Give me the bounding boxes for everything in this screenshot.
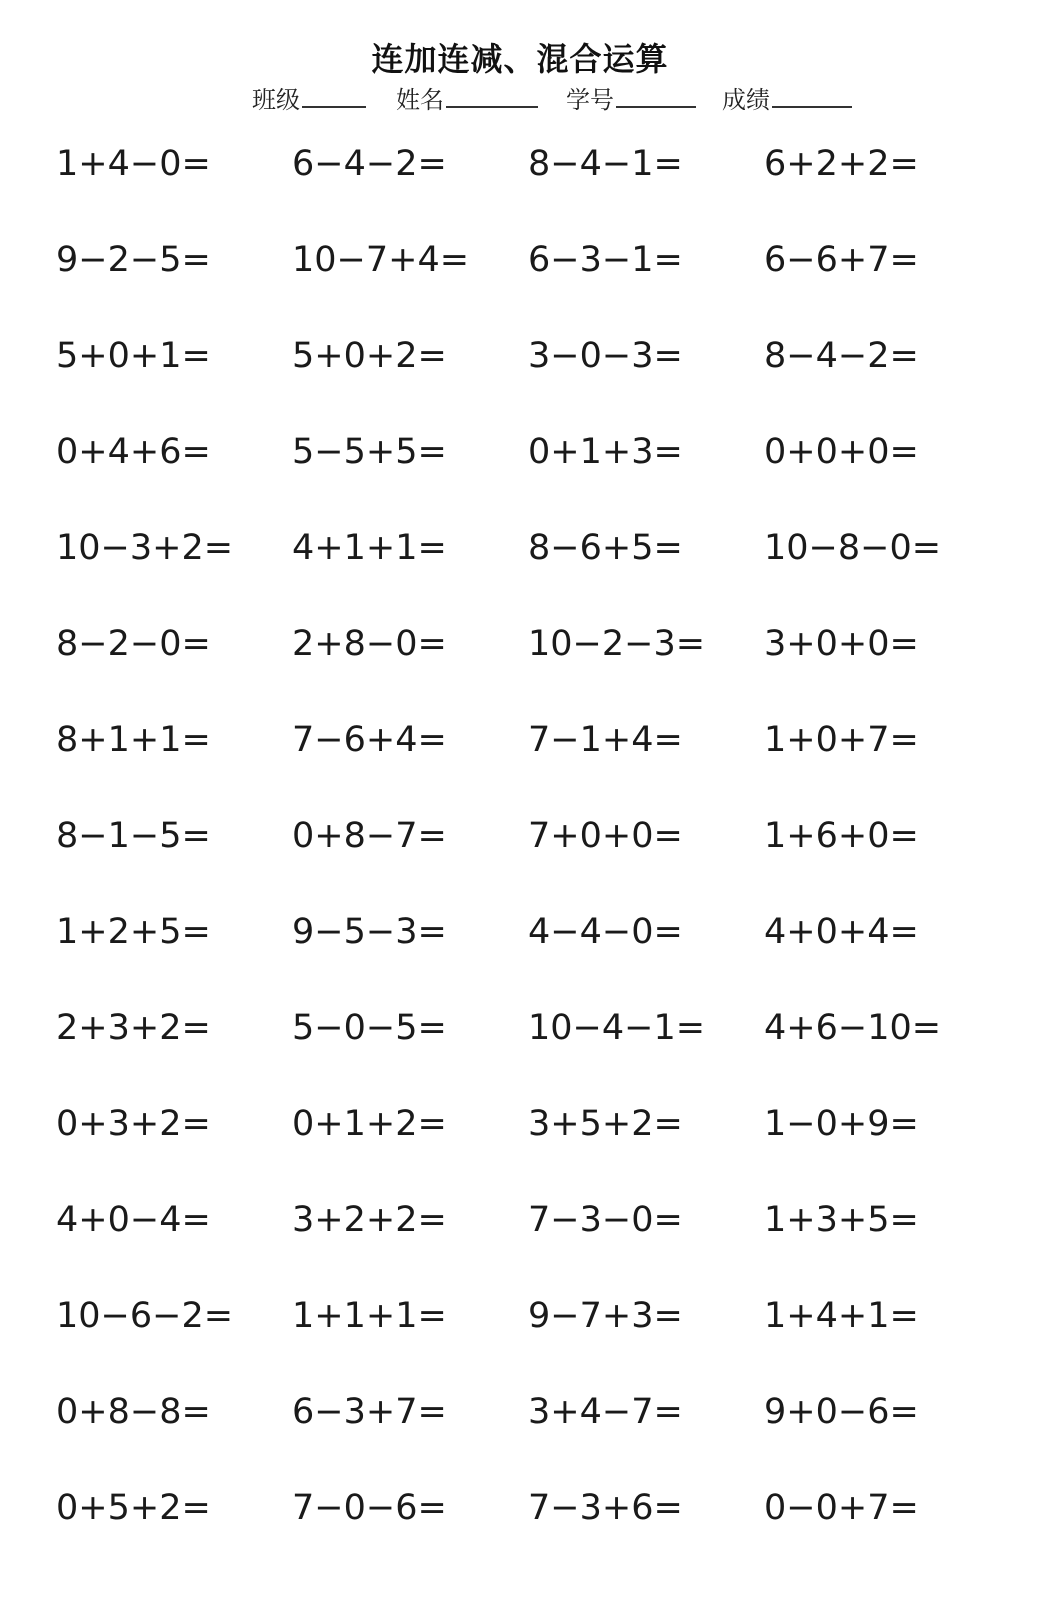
name-blank-line[interactable] bbox=[446, 84, 538, 108]
math-problem: 3−0−3= bbox=[528, 336, 683, 376]
math-problem: 0−0+7= bbox=[764, 1488, 919, 1528]
math-problem: 1+4+1= bbox=[764, 1296, 919, 1336]
math-problem: 4−4−0= bbox=[528, 912, 683, 952]
student-id-blank-line[interactable] bbox=[616, 84, 696, 108]
math-problem: 10−3+2= bbox=[56, 528, 234, 568]
math-problem: 3+2+2= bbox=[292, 1200, 447, 1240]
class-label: 班级 bbox=[252, 86, 300, 114]
math-problem: 1+0+7= bbox=[764, 720, 919, 760]
math-problem: 1+3+5= bbox=[764, 1200, 919, 1240]
math-problem: 7−1+4= bbox=[528, 720, 683, 760]
math-problem: 2+8−0= bbox=[292, 624, 447, 664]
math-problem: 4+6−10= bbox=[764, 1008, 942, 1048]
score-field bbox=[722, 80, 852, 115]
name-field bbox=[396, 80, 566, 115]
math-problem: 7−6+4= bbox=[292, 720, 447, 760]
math-problem: 9−7+3= bbox=[528, 1296, 683, 1336]
math-problem: 0+8−7= bbox=[292, 816, 447, 856]
math-problem: 0+8−8= bbox=[56, 1392, 211, 1432]
math-problem: 6−4−2= bbox=[292, 144, 447, 184]
class-blank-line[interactable] bbox=[302, 84, 366, 108]
math-problem: 1+2+5= bbox=[56, 912, 211, 952]
math-problem: 7−0−6= bbox=[292, 1488, 447, 1528]
math-problem: 8−1−5= bbox=[56, 816, 211, 856]
math-problem: 8−4−2= bbox=[764, 336, 919, 376]
math-problem: 1+1+1= bbox=[292, 1296, 447, 1336]
math-problem: 0+1+2= bbox=[292, 1104, 447, 1144]
student-id-field bbox=[566, 80, 722, 115]
math-problem: 0+4+6= bbox=[56, 432, 211, 472]
math-problem: 8+1+1= bbox=[56, 720, 211, 760]
student-info-row bbox=[252, 80, 852, 115]
math-problem: 0+5+2= bbox=[56, 1488, 211, 1528]
worksheet-title: 连加连减、混合运算 bbox=[371, 40, 669, 78]
math-problem: 10−7+4= bbox=[292, 240, 470, 280]
math-problem: 7−3−0= bbox=[528, 1200, 683, 1240]
problem-grid bbox=[56, 134, 1016, 1574]
math-problem: 1+4−0= bbox=[56, 144, 211, 184]
math-problem: 5−5+5= bbox=[292, 432, 447, 472]
score-blank-line[interactable] bbox=[772, 84, 852, 108]
math-problem: 5+0+1= bbox=[56, 336, 211, 376]
math-problem: 5+0+2= bbox=[292, 336, 447, 376]
math-problem: 9−5−3= bbox=[292, 912, 447, 952]
math-problem: 6+2+2= bbox=[764, 144, 919, 184]
math-problem: 1+6+0= bbox=[764, 816, 919, 856]
math-problem: 10−2−3= bbox=[528, 624, 706, 664]
math-problem: 8−2−0= bbox=[56, 624, 211, 664]
math-problem: 0+0+0= bbox=[764, 432, 919, 472]
math-problem: 8−4−1= bbox=[528, 144, 683, 184]
math-problem: 3+5+2= bbox=[528, 1104, 683, 1144]
math-problem: 7−3+6= bbox=[528, 1488, 683, 1528]
math-problem: 10−6−2= bbox=[56, 1296, 234, 1336]
math-problem: 0+3+2= bbox=[56, 1104, 211, 1144]
class-field bbox=[252, 80, 396, 115]
math-problem: 4+0+4= bbox=[764, 912, 919, 952]
math-problem: 1−0+9= bbox=[764, 1104, 919, 1144]
math-problem: 6−3+7= bbox=[292, 1392, 447, 1432]
math-problem: 6−3−1= bbox=[528, 240, 683, 280]
math-problem: 0+1+3= bbox=[528, 432, 683, 472]
math-problem: 9+0−6= bbox=[764, 1392, 919, 1432]
math-problem: 7+0+0= bbox=[528, 816, 683, 856]
math-problem: 10−8−0= bbox=[764, 528, 942, 568]
math-problem: 10−4−1= bbox=[528, 1008, 706, 1048]
math-problem: 3+0+0= bbox=[764, 624, 919, 664]
math-problem: 9−2−5= bbox=[56, 240, 211, 280]
math-problem: 5−0−5= bbox=[292, 1008, 447, 1048]
score-label: 成绩 bbox=[722, 86, 770, 114]
name-label: 姓名 bbox=[396, 86, 444, 114]
math-problem: 8−6+5= bbox=[528, 528, 683, 568]
math-problem: 4+0−4= bbox=[56, 1200, 211, 1240]
student-id-label: 学号 bbox=[566, 86, 614, 114]
math-problem: 2+3+2= bbox=[56, 1008, 211, 1048]
math-problem: 4+1+1= bbox=[292, 528, 447, 568]
math-problem: 6−6+7= bbox=[764, 240, 919, 280]
math-problem: 3+4−7= bbox=[528, 1392, 683, 1432]
